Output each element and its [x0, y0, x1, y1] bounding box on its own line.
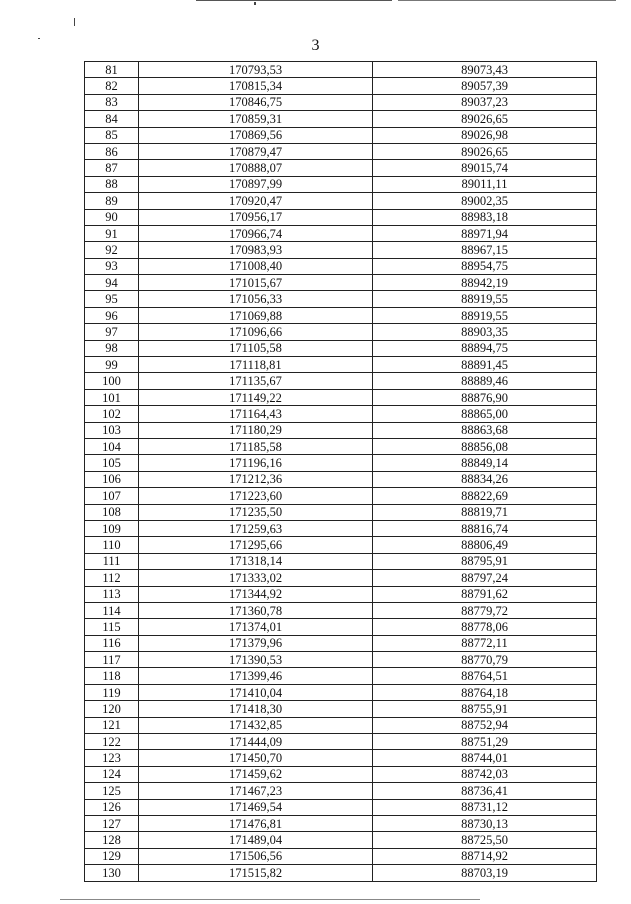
coordinate-x-cell: 170815,34 — [139, 78, 373, 94]
point-number-cell: 113 — [85, 586, 139, 602]
point-number-cell: 112 — [85, 570, 139, 586]
table-row — [85, 783, 597, 799]
coordinate-y-cell: 88919,55 — [373, 291, 597, 307]
coordinate-x-cell: 171223,60 — [139, 488, 373, 504]
table-row — [85, 225, 597, 241]
coordinate-x-cell: 171450,70 — [139, 750, 373, 766]
point-number-cell: 126 — [85, 799, 139, 815]
point-number-cell: 109 — [85, 520, 139, 536]
coordinate-y-cell: 88703,19 — [373, 865, 597, 881]
point-number-cell: 124 — [85, 766, 139, 782]
table-row — [85, 455, 597, 471]
table-row — [85, 422, 597, 438]
point-number-cell: 98 — [85, 340, 139, 356]
coordinate-x-cell: 170879,47 — [139, 143, 373, 159]
coordinate-x-cell: 171259,63 — [139, 520, 373, 536]
point-number-cell: 96 — [85, 307, 139, 323]
coordinate-x-cell: 171295,66 — [139, 537, 373, 553]
coordinate-x-cell: 171432,85 — [139, 717, 373, 733]
point-number-cell: 97 — [85, 324, 139, 340]
table-row — [85, 111, 597, 127]
point-number-cell: 83 — [85, 94, 139, 110]
table-row — [85, 520, 597, 536]
page-number: 3 — [311, 37, 320, 54]
point-number-cell: 130 — [85, 865, 139, 881]
coordinate-x-cell: 171374,01 — [139, 619, 373, 635]
point-number-cell: 117 — [85, 652, 139, 668]
point-number-cell: 91 — [85, 225, 139, 241]
coordinate-x-cell: 171056,33 — [139, 291, 373, 307]
table-row — [85, 848, 597, 864]
coordinate-x-cell: 170966,74 — [139, 225, 373, 241]
table-row — [85, 799, 597, 815]
coordinate-x-cell: 171135,67 — [139, 373, 373, 389]
coordinate-x-cell: 170956,17 — [139, 209, 373, 225]
table-row — [85, 619, 597, 635]
coordinate-x-cell: 170869,56 — [139, 127, 373, 143]
coordinate-x-cell: 171212,36 — [139, 471, 373, 487]
coordinate-y-cell: 88772,11 — [373, 635, 597, 651]
point-number-cell: 99 — [85, 357, 139, 373]
scan-artifact-top-line — [398, 0, 616, 1]
point-number-cell: 125 — [85, 783, 139, 799]
point-number-cell: 115 — [85, 619, 139, 635]
table-row — [85, 635, 597, 651]
coordinate-y-cell: 89026,65 — [373, 111, 597, 127]
table-row — [85, 602, 597, 618]
table-row — [85, 307, 597, 323]
point-number-cell: 89 — [85, 193, 139, 209]
coordinate-x-cell: 171149,22 — [139, 389, 373, 405]
coordinate-x-cell: 171118,81 — [139, 357, 373, 373]
point-number-cell: 129 — [85, 848, 139, 864]
coordinates-table — [84, 61, 597, 882]
coordinate-x-cell: 171399,46 — [139, 668, 373, 684]
coordinate-x-cell: 171185,58 — [139, 438, 373, 454]
coordinate-y-cell: 89037,23 — [373, 94, 597, 110]
coordinate-y-cell: 88764,51 — [373, 668, 597, 684]
scan-artifact-bottom-line — [60, 899, 480, 900]
point-number-cell: 118 — [85, 668, 139, 684]
table-row — [85, 652, 597, 668]
coordinate-y-cell: 88889,46 — [373, 373, 597, 389]
coordinate-y-cell: 88725,50 — [373, 832, 597, 848]
coordinate-x-cell: 171467,23 — [139, 783, 373, 799]
point-number-cell: 127 — [85, 815, 139, 831]
coordinate-x-cell: 171069,88 — [139, 307, 373, 323]
table-row — [85, 438, 597, 454]
coordinates-table-body — [85, 62, 597, 882]
coordinate-y-cell: 89026,98 — [373, 127, 597, 143]
coordinate-x-cell: 170920,47 — [139, 193, 373, 209]
table-row — [85, 488, 597, 504]
point-number-cell: 84 — [85, 111, 139, 127]
point-number-cell: 90 — [85, 209, 139, 225]
table-row — [85, 291, 597, 307]
scan-speck — [74, 18, 75, 26]
table-row — [85, 570, 597, 586]
coordinate-y-cell: 88797,24 — [373, 570, 597, 586]
coordinate-x-cell: 171459,62 — [139, 766, 373, 782]
point-number-cell: 104 — [85, 438, 139, 454]
coordinate-y-cell: 88770,79 — [373, 652, 597, 668]
coordinate-x-cell: 171008,40 — [139, 258, 373, 274]
coordinate-x-cell: 170897,99 — [139, 176, 373, 192]
coordinate-y-cell: 88744,01 — [373, 750, 597, 766]
coordinate-y-cell: 88752,94 — [373, 717, 597, 733]
coordinate-y-cell: 88822,69 — [373, 488, 597, 504]
point-number-cell: 120 — [85, 701, 139, 717]
table-row — [85, 193, 597, 209]
coordinate-x-cell: 171333,02 — [139, 570, 373, 586]
coordinate-x-cell: 171180,29 — [139, 422, 373, 438]
coordinate-x-cell: 171318,14 — [139, 553, 373, 569]
coordinate-y-cell: 88755,91 — [373, 701, 597, 717]
table-row — [85, 717, 597, 733]
coordinate-x-cell: 170859,31 — [139, 111, 373, 127]
table-row — [85, 586, 597, 602]
table-row — [85, 62, 597, 78]
coordinate-y-cell: 88791,62 — [373, 586, 597, 602]
coordinate-x-cell: 170793,53 — [139, 62, 373, 78]
coordinate-x-cell: 171235,50 — [139, 504, 373, 520]
table-row — [85, 668, 597, 684]
coordinate-x-cell: 171489,04 — [139, 832, 373, 848]
coordinate-y-cell: 88876,90 — [373, 389, 597, 405]
coordinate-y-cell: 89026,65 — [373, 143, 597, 159]
coordinate-x-cell: 171444,09 — [139, 734, 373, 750]
table-row — [85, 504, 597, 520]
coordinate-y-cell: 88764,18 — [373, 684, 597, 700]
point-number-cell: 92 — [85, 242, 139, 258]
scan-artifact-top-line — [196, 0, 392, 1]
coordinate-y-cell: 88779,72 — [373, 602, 597, 618]
table-row — [85, 701, 597, 717]
point-number-cell: 123 — [85, 750, 139, 766]
point-number-cell: 121 — [85, 717, 139, 733]
table-row — [85, 357, 597, 373]
coordinate-y-cell: 88942,19 — [373, 275, 597, 291]
point-number-cell: 116 — [85, 635, 139, 651]
coordinate-y-cell: 89015,74 — [373, 160, 597, 176]
point-number-cell: 95 — [85, 291, 139, 307]
coordinate-x-cell: 171418,30 — [139, 701, 373, 717]
table-row — [85, 176, 597, 192]
table-row — [85, 471, 597, 487]
coordinate-x-cell: 171164,43 — [139, 406, 373, 422]
table-row — [85, 815, 597, 831]
table-row — [85, 766, 597, 782]
point-number-cell: 81 — [85, 62, 139, 78]
table-row — [85, 832, 597, 848]
point-number-cell: 101 — [85, 389, 139, 405]
coordinate-y-cell: 88795,91 — [373, 553, 597, 569]
point-number-cell: 93 — [85, 258, 139, 274]
table-row — [85, 537, 597, 553]
coordinate-y-cell: 89011,11 — [373, 176, 597, 192]
table-row — [85, 865, 597, 881]
coordinate-x-cell: 170983,93 — [139, 242, 373, 258]
coordinate-y-cell: 88730,13 — [373, 815, 597, 831]
coordinate-x-cell: 171410,04 — [139, 684, 373, 700]
coordinate-y-cell: 88894,75 — [373, 340, 597, 356]
table-row — [85, 127, 597, 143]
coordinate-x-cell: 171344,92 — [139, 586, 373, 602]
coordinate-y-cell: 88919,55 — [373, 307, 597, 323]
table-row — [85, 684, 597, 700]
point-number-cell: 82 — [85, 78, 139, 94]
point-number-cell: 107 — [85, 488, 139, 504]
coordinate-x-cell: 171390,53 — [139, 652, 373, 668]
table-row — [85, 389, 597, 405]
coordinate-x-cell: 171515,82 — [139, 865, 373, 881]
point-number-cell: 102 — [85, 406, 139, 422]
table-row — [85, 406, 597, 422]
table-row — [85, 78, 597, 94]
coordinate-y-cell: 88971,94 — [373, 225, 597, 241]
point-number-cell: 105 — [85, 455, 139, 471]
coordinate-y-cell: 88834,26 — [373, 471, 597, 487]
table-row — [85, 143, 597, 159]
point-number-cell: 122 — [85, 734, 139, 750]
coordinate-x-cell: 171105,58 — [139, 340, 373, 356]
table-row — [85, 324, 597, 340]
table-row — [85, 242, 597, 258]
point-number-cell: 106 — [85, 471, 139, 487]
table-row — [85, 373, 597, 389]
coordinate-x-cell: 171196,16 — [139, 455, 373, 471]
point-number-cell: 88 — [85, 176, 139, 192]
coordinate-y-cell: 88983,18 — [373, 209, 597, 225]
coordinate-y-cell: 88903,35 — [373, 324, 597, 340]
coordinate-x-cell: 171506,56 — [139, 848, 373, 864]
coordinate-y-cell: 88742,03 — [373, 766, 597, 782]
coordinate-y-cell: 88751,29 — [373, 734, 597, 750]
coordinate-y-cell: 88967,15 — [373, 242, 597, 258]
coordinate-y-cell: 88778,06 — [373, 619, 597, 635]
coordinate-y-cell: 88954,75 — [373, 258, 597, 274]
coordinate-y-cell: 89057,39 — [373, 78, 597, 94]
coordinate-y-cell: 88819,71 — [373, 504, 597, 520]
table-row — [85, 750, 597, 766]
table-row — [85, 258, 597, 274]
point-number-cell: 87 — [85, 160, 139, 176]
point-number-cell: 119 — [85, 684, 139, 700]
table-row — [85, 209, 597, 225]
coordinate-x-cell: 171015,67 — [139, 275, 373, 291]
point-number-cell: 108 — [85, 504, 139, 520]
point-number-cell: 85 — [85, 127, 139, 143]
coordinate-y-cell: 88865,00 — [373, 406, 597, 422]
point-number-cell: 94 — [85, 275, 139, 291]
point-number-cell: 86 — [85, 143, 139, 159]
table-row — [85, 553, 597, 569]
table-row — [85, 275, 597, 291]
coordinate-y-cell: 88806,49 — [373, 537, 597, 553]
table-row — [85, 94, 597, 110]
point-number-cell: 100 — [85, 373, 139, 389]
table-row — [85, 340, 597, 356]
coordinate-y-cell: 89002,35 — [373, 193, 597, 209]
coordinate-y-cell: 88849,14 — [373, 455, 597, 471]
coordinate-y-cell: 88816,74 — [373, 520, 597, 536]
table-row — [85, 160, 597, 176]
coordinate-y-cell: 88891,45 — [373, 357, 597, 373]
coordinate-y-cell: 89073,43 — [373, 62, 597, 78]
coordinate-y-cell: 88856,08 — [373, 438, 597, 454]
coordinate-x-cell: 171096,66 — [139, 324, 373, 340]
coordinate-x-cell: 170888,07 — [139, 160, 373, 176]
point-number-cell: 103 — [85, 422, 139, 438]
coordinate-x-cell: 171360,78 — [139, 602, 373, 618]
coordinate-y-cell: 88714,92 — [373, 848, 597, 864]
point-number-cell: 111 — [85, 553, 139, 569]
coordinate-y-cell: 88863,68 — [373, 422, 597, 438]
coordinate-x-cell: 171469,54 — [139, 799, 373, 815]
table-row — [85, 734, 597, 750]
coordinate-x-cell: 171379,96 — [139, 635, 373, 651]
point-number-cell: 128 — [85, 832, 139, 848]
coordinate-y-cell: 88736,41 — [373, 783, 597, 799]
point-number-cell: 110 — [85, 537, 139, 553]
coordinate-x-cell: 171476,81 — [139, 815, 373, 831]
coordinate-x-cell: 170846,75 — [139, 94, 373, 110]
scan-speck — [254, 2, 256, 5]
point-number-cell: 114 — [85, 602, 139, 618]
coordinate-y-cell: 88731,12 — [373, 799, 597, 815]
